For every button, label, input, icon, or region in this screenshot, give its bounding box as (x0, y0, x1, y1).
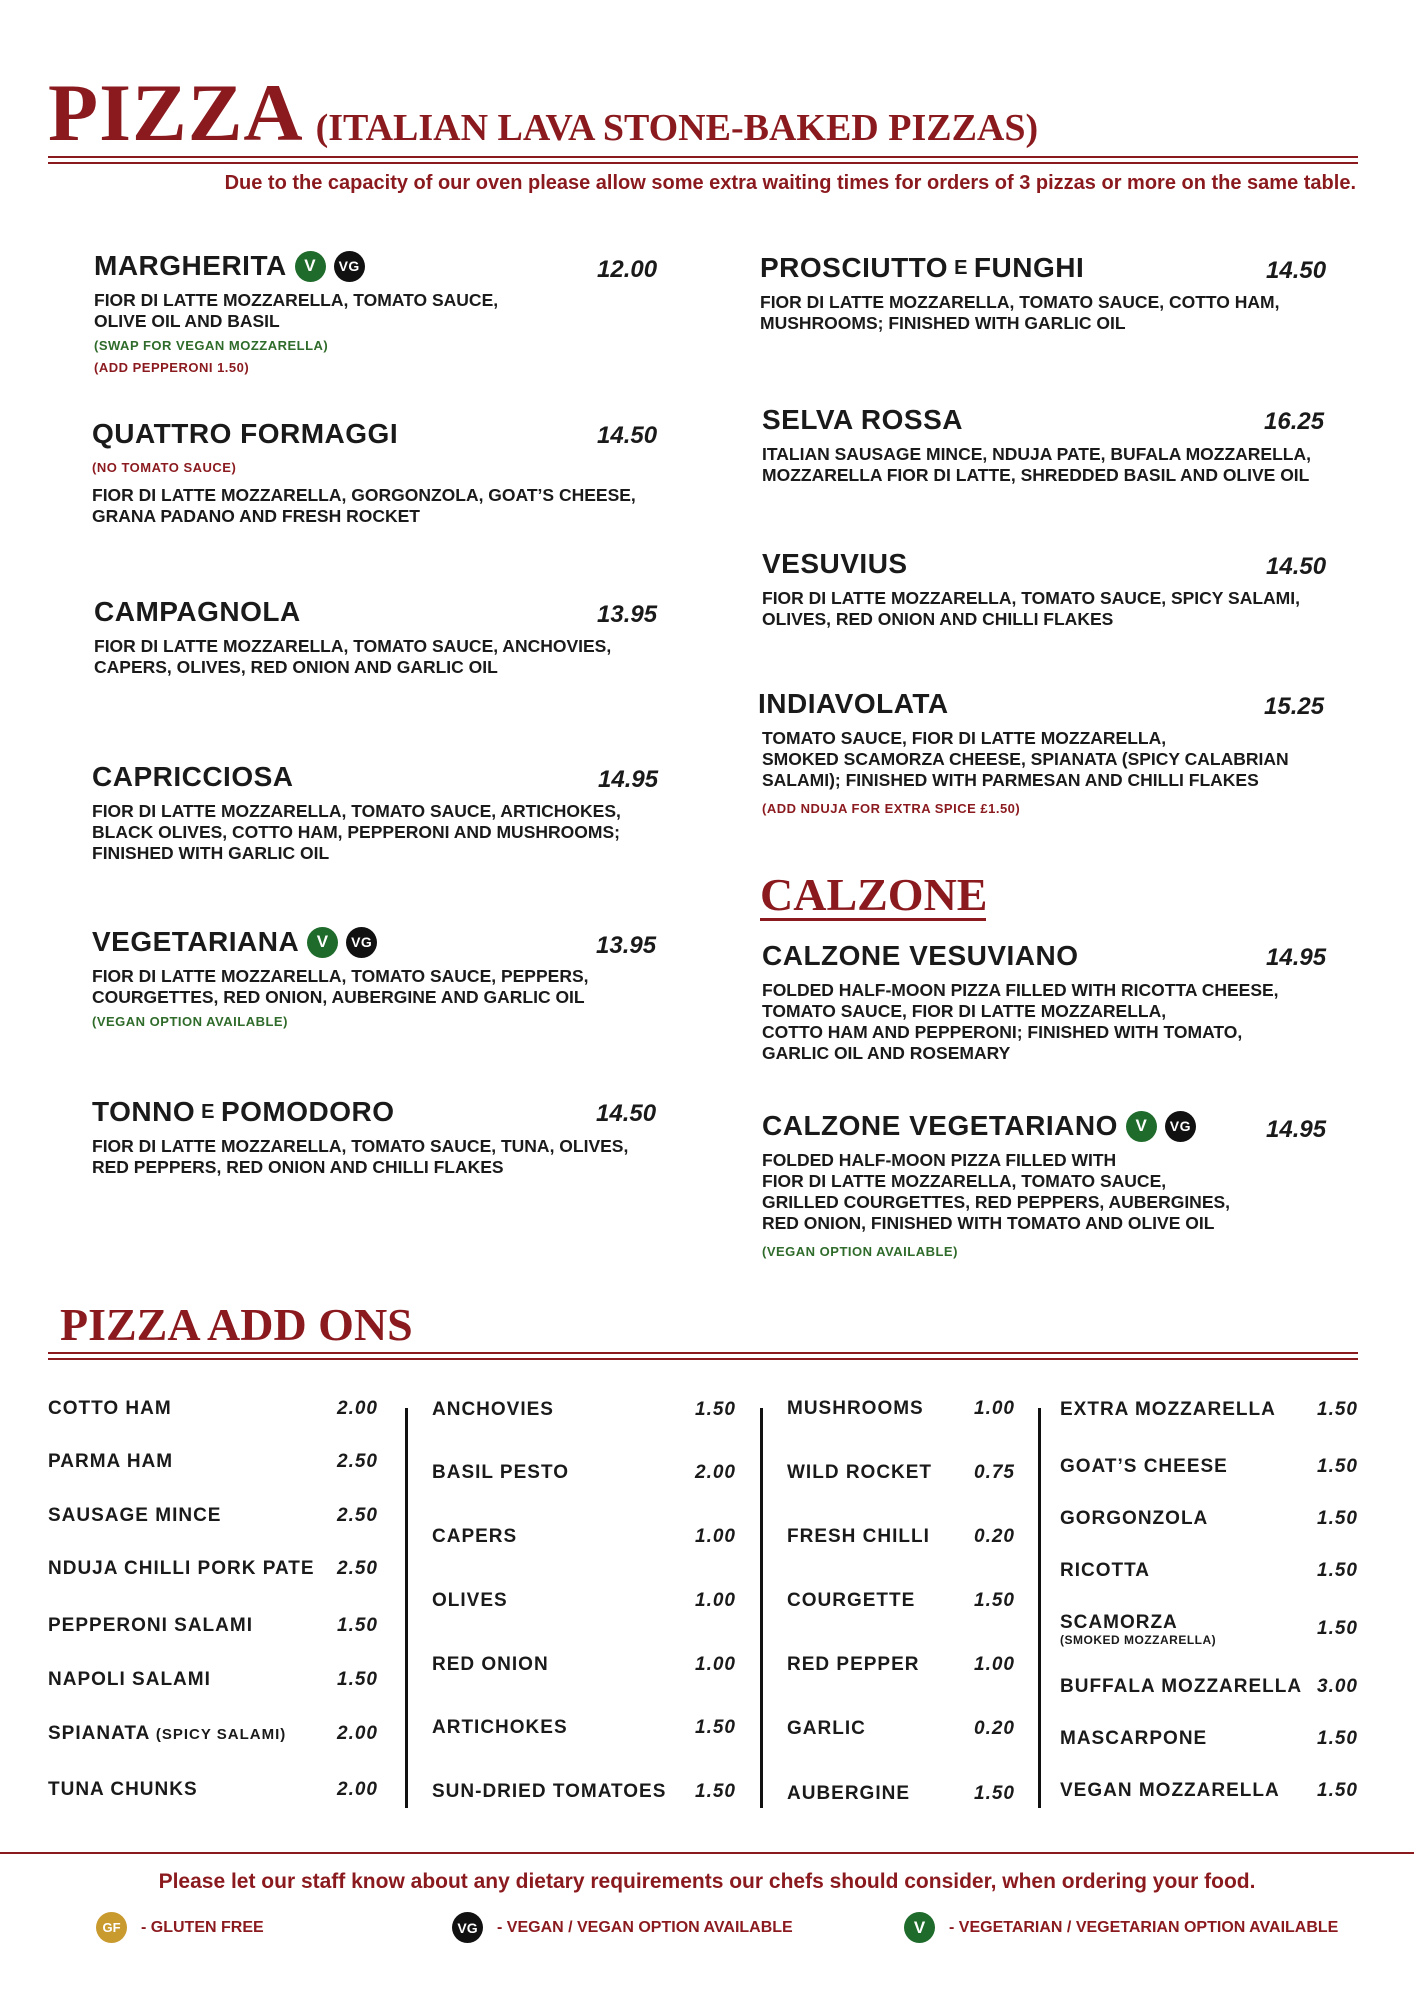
addon-item (48, 1669, 378, 1691)
addon-item (48, 1398, 378, 1420)
desc-line: FIOR DI LATTE MOZZARELLA, TOMATO SAUCE, TUNA, OLIVES, (92, 1136, 629, 1156)
item-name: CALZONE VEGETARIANO (762, 1110, 1118, 1141)
desc-line: FIOR DI LATTE MOZZARELLA, TOMATO SAUCE, ARTICHOKES, (92, 801, 621, 821)
addon-price: 0.75 (974, 1462, 1015, 1483)
addon-item (432, 1399, 736, 1421)
desc-line: OLIVE OIL AND BASIL (94, 311, 280, 331)
menu-item-campagnola (94, 596, 611, 678)
addon-name: BASIL PESTO (432, 1462, 569, 1483)
addon-item (787, 1398, 1015, 1420)
item-description (762, 980, 1279, 1064)
addon-item (1060, 1508, 1358, 1530)
addon-price: 1.50 (337, 1615, 378, 1636)
item-name-part: PROSCIUTTO (760, 252, 949, 283)
addon-item (1060, 1780, 1358, 1802)
item-description (94, 636, 611, 678)
addon-price: 2.50 (337, 1558, 378, 1579)
item-price: 14.50 (1266, 553, 1327, 580)
item-name: SELVA ROSSA (762, 404, 964, 435)
desc-line: FOLDED HALF-MOON PIZZA FILLED WITH RICOTTA CHEESE, (762, 980, 1279, 1000)
item-price: 14.95 (1266, 944, 1327, 971)
item-name-part: FUNGHI (973, 252, 1085, 283)
item-price: 13.95 (596, 932, 657, 959)
addon-price: 1.50 (1317, 1780, 1358, 1801)
addon-name: WILD ROCKET (787, 1462, 933, 1483)
item-name-part: POMODORO (220, 1096, 395, 1127)
addon-price: 1.00 (695, 1590, 736, 1611)
addons-column-divider (760, 1408, 763, 1808)
addon-price: 1.00 (695, 1526, 736, 1547)
addon-price: 1.50 (1317, 1399, 1358, 1420)
addon-name: PARMA HAM (48, 1451, 174, 1472)
addon-item (1060, 1399, 1358, 1421)
desc-line: FIOR DI LATTE MOZZARELLA, TOMATO SAUCE, (94, 290, 499, 310)
item-name-part: E (201, 1100, 215, 1123)
addon-price: 2.00 (695, 1462, 736, 1483)
menu-item-capricciosa (92, 761, 621, 864)
menu-item-calzone-vesuviano (762, 940, 1279, 1064)
oven-capacity-note: Due to the capacity of our oven please allow some extra waiting times for orders of 3 pizzas or more on the same table. (224, 172, 1356, 194)
addons-column-divider (1038, 1408, 1041, 1808)
addon-price: 1.50 (1317, 1508, 1358, 1529)
item-price: 15.25 (1264, 693, 1325, 720)
item-price: 14.50 (596, 1100, 657, 1127)
addons-column-divider (405, 1408, 408, 1808)
item-price: 16.25 (1264, 408, 1325, 435)
item-name-part: TONNO (92, 1096, 196, 1127)
item-description (92, 801, 621, 864)
item-price: 14.50 (1266, 257, 1327, 284)
addon-item (48, 1558, 378, 1580)
item-price: 14.95 (598, 766, 659, 793)
addon-item (432, 1590, 736, 1612)
addon-item (48, 1505, 378, 1527)
addon-item (432, 1717, 736, 1739)
addon-price: 2.00 (337, 1723, 378, 1744)
legend-text: - GLUTEN FREE (141, 1918, 264, 1936)
addon-price: 0.20 (974, 1526, 1015, 1547)
item-description (760, 292, 1279, 334)
addon-price: 1.50 (1317, 1618, 1358, 1639)
menu-item-calzone-vegetariano (762, 1110, 1230, 1259)
addon-name: ARTICHOKES (432, 1717, 568, 1738)
addon-name: MUSHROOMS (787, 1398, 924, 1419)
item-price: 14.50 (597, 422, 658, 449)
vegan-option-note: (VEGAN OPTION AVAILABLE) (92, 1014, 288, 1029)
desc-line: MUSHROOMS; FINISHED WITH GARLIC OIL (760, 313, 1126, 333)
addon-item (48, 1451, 378, 1473)
item-name: VESUVIUS (762, 548, 908, 579)
addon-name: COTTO HAM (48, 1398, 172, 1419)
menu-item-selva-rossa (762, 404, 1311, 486)
vegan-badge-icon: VG (452, 1912, 483, 1943)
desc-line: FIOR DI LATTE MOZZARELLA, TOMATO SAUCE, SPICY SALAMI, (762, 588, 1300, 608)
menu-item-quattro-formaggi (92, 418, 636, 527)
item-price: 12.00 (597, 256, 658, 283)
addon-name: NAPOLI SALAMI (48, 1669, 211, 1690)
addon-price: 1.50 (337, 1669, 378, 1690)
calzone-section-title: CALZONE (760, 869, 988, 920)
item-description (762, 444, 1311, 486)
menu-item-vesuvius (762, 548, 1300, 630)
vegan-swap-note: (SWAP FOR VEGAN MOZZARELLA) (94, 338, 329, 353)
addon-name: VEGAN MOZZARELLA (1060, 1780, 1280, 1801)
item-description (92, 966, 589, 1008)
addon-item (1060, 1728, 1358, 1750)
desc-line: FIOR DI LATTE MOZZARELLA, TOMATO SAUCE, PEPPERS, (92, 966, 589, 986)
desc-line: FIOR DI LATTE MOZZARELLA, TOMATO SAUCE, (762, 1171, 1167, 1191)
desc-line: COURGETTES, RED ONION, AUBERGINE AND GARLIC OIL (92, 987, 585, 1007)
addon-name: SUN-DRIED TOMATOES (432, 1781, 667, 1802)
addon-price: 1.00 (695, 1654, 736, 1675)
addon-item (48, 1615, 378, 1637)
vegetarian-badge-icon: V (295, 251, 326, 282)
addon-price: 1.00 (974, 1398, 1015, 1419)
menu-item-vegetariana (92, 926, 589, 1029)
item-name: CAMPAGNOLA (94, 596, 301, 627)
addon-name: AUBERGINE (787, 1783, 911, 1804)
page-title (48, 66, 1038, 160)
addon-name: SCAMORZA (1060, 1612, 1178, 1633)
addon-item (1060, 1456, 1358, 1478)
title-main: PIZZA (48, 67, 304, 158)
add-nduja-note: (ADD NDUJA FOR EXTRA SPICE £1.50) (762, 801, 1021, 816)
addon-item (432, 1526, 736, 1548)
addon-name: GORGONZOLA (1060, 1508, 1209, 1529)
addon-item (787, 1590, 1015, 1612)
desc-line: SMOKED SCAMORZA CHEESE, SPIANATA (SPICY CALABRIAN (762, 749, 1289, 769)
no-tomato-note: (NO TOMATO SAUCE) (92, 460, 237, 475)
addon-item (48, 1723, 378, 1745)
addon-name: RED PEPPER (787, 1654, 920, 1675)
addon-name: COURGETTE (787, 1590, 916, 1611)
addon-name: ANCHOVIES (432, 1399, 554, 1420)
desc-line: OLIVES, RED ONION AND CHILLI FLAKES (762, 609, 1114, 629)
addons-section-title: PIZZA ADD ONS (60, 1299, 413, 1350)
addon-price: 2.50 (337, 1451, 378, 1472)
addon-name: TUNA CHUNKS (48, 1779, 198, 1800)
addon-item (432, 1781, 736, 1803)
item-description (94, 290, 498, 332)
desc-line: FINISHED WITH GARLIC OIL (92, 843, 330, 863)
addon-price: 1.50 (695, 1399, 736, 1420)
desc-line: GARLIC OIL AND ROSEMARY (762, 1043, 1011, 1063)
addon-name: RED ONION (432, 1654, 549, 1675)
addon-price: 1.50 (1317, 1560, 1358, 1581)
item-description (762, 728, 1289, 791)
addon-item (787, 1783, 1015, 1805)
footer-divider (0, 1852, 1414, 1854)
addon-item (1060, 1560, 1358, 1582)
desc-line: SALAMI); FINISHED WITH PARMESAN AND CHILLI FLAKES (762, 770, 1259, 790)
item-price: 13.95 (597, 601, 658, 628)
add-pepperoni-note: (ADD PEPPERONI 1.50) (94, 360, 250, 375)
item-name: CAPRICCIOSA (92, 761, 294, 792)
menu-item-margherita (94, 250, 498, 375)
desc-line: MOZZARELLA FIOR DI LATTE, SHREDDED BASIL AND OLIVE OIL (762, 465, 1310, 485)
desc-line: CAPERS, OLIVES, RED ONION AND GARLIC OIL (94, 657, 498, 677)
addon-name: EXTRA MOZZARELLA (1060, 1399, 1276, 1420)
menu-item-indiavolata (758, 688, 1289, 816)
item-name: QUATTRO FORMAGGI (92, 418, 399, 449)
desc-line: RED PEPPERS, RED ONION AND CHILLI FLAKES (92, 1157, 504, 1177)
addon-subnote: (SMOKED MOZZARELLA) (1060, 1633, 1217, 1647)
addons-rule-top (48, 1352, 1358, 1354)
vegetarian-badge-icon: V (1126, 1111, 1157, 1142)
addon-name: MASCARPONE (1060, 1728, 1208, 1749)
addon-subnote: (SPICY SALAMI) (155, 1726, 287, 1743)
addon-item (1060, 1612, 1358, 1646)
legend-vegan (452, 1912, 793, 1943)
addon-price: 1.50 (695, 1717, 736, 1738)
addon-name: SAUSAGE MINCE (48, 1505, 222, 1526)
addon-price: 1.50 (974, 1590, 1015, 1611)
addon-item (787, 1462, 1015, 1484)
addon-name: FRESH CHILLI (787, 1526, 930, 1547)
addon-item (787, 1718, 1015, 1740)
item-description (762, 588, 1300, 630)
vegan-badge-icon: VG (334, 251, 365, 282)
addon-item (432, 1462, 736, 1484)
legend-text: - VEGAN / VEGAN OPTION AVAILABLE (497, 1918, 793, 1936)
addon-price: 1.50 (695, 1781, 736, 1802)
desc-line: BLACK OLIVES, COTTO HAM, PEPPERONI AND MUSHROOMS; (92, 822, 620, 842)
item-name: VEGETARIANA (92, 926, 300, 957)
vegan-badge-icon: VG (1165, 1111, 1196, 1142)
item-description (762, 1150, 1230, 1234)
addon-name: GOAT’S CHEESE (1060, 1456, 1228, 1477)
addon-item (1060, 1676, 1358, 1698)
addon-price: 0.20 (974, 1718, 1015, 1739)
item-price: 14.95 (1266, 1116, 1327, 1143)
desc-line: FIOR DI LATTE MOZZARELLA, GORGONZOLA, GOAT’S CHEESE, (92, 485, 636, 505)
desc-line: TOMATO SAUCE, FIOR DI LATTE MOZZARELLA, (762, 728, 1167, 748)
title-subtitle: (ITALIAN LAVA STONE-BAKED PIZZAS) (315, 107, 1039, 149)
item-description (92, 1136, 628, 1178)
item-name: CALZONE VESUVIANO (762, 940, 1079, 971)
header-rule-top (48, 156, 1358, 158)
addon-item (787, 1526, 1015, 1548)
desc-line: TOMATO SAUCE, FIOR DI LATTE MOZZARELLA, (762, 1001, 1167, 1021)
addon-name: CAPERS (432, 1526, 518, 1547)
vegetarian-badge-icon: V (307, 927, 338, 958)
menu-item-tonno-e-pomodoro (92, 1096, 628, 1178)
addon-price: 1.50 (1317, 1456, 1358, 1477)
desc-line: GRANA PADANO AND FRESH ROCKET (92, 506, 420, 526)
header-rule-bottom (48, 162, 1358, 164)
addon-price: 1.50 (974, 1783, 1015, 1804)
calzone-title-underline (760, 918, 986, 921)
desc-line: GRILLED COURGETTES, RED PEPPERS, AUBERGINES, (762, 1192, 1231, 1212)
addon-price: 1.00 (974, 1654, 1015, 1675)
desc-line: RED ONION, FINISHED WITH TOMATO AND OLIVE OIL (762, 1213, 1215, 1233)
item-name-part: E (954, 256, 968, 279)
gluten-free-badge-icon: GF (96, 1912, 127, 1943)
addon-name: NDUJA CHILLI PORK PATE (48, 1558, 315, 1579)
item-name: MARGHERITA (94, 250, 287, 281)
addon-price: 3.00 (1317, 1676, 1358, 1697)
desc-line: COTTO HAM AND PEPPERONI; FINISHED WITH TOMATO, (762, 1022, 1243, 1042)
vegan-option-note: (VEGAN OPTION AVAILABLE) (762, 1244, 958, 1259)
addon-price: 1.50 (1317, 1728, 1358, 1749)
addon-name: RICOTTA (1060, 1560, 1151, 1581)
addon-price: 2.00 (337, 1779, 378, 1800)
addon-name: PEPPERONI SALAMI (48, 1615, 253, 1636)
vegetarian-badge-icon: V (904, 1912, 935, 1943)
legend-gluten-free (96, 1912, 264, 1943)
menu-item-prosciutto-e-funghi (760, 252, 1279, 334)
desc-line: FIOR DI LATTE MOZZARELLA, TOMATO SAUCE, COTTO HAM, (760, 292, 1280, 312)
addon-name: SPIANATA (48, 1723, 150, 1744)
item-name: INDIAVOLATA (758, 688, 949, 719)
desc-line: ITALIAN SAUSAGE MINCE, NDUJA PATE, BUFALA MOZZARELLA, (762, 444, 1311, 464)
addon-item (432, 1654, 736, 1676)
vegan-badge-icon: VG (346, 927, 377, 958)
addon-price: 2.00 (337, 1398, 378, 1419)
item-description (92, 485, 636, 527)
addons-rule-bottom (48, 1358, 1358, 1360)
addon-item (787, 1654, 1015, 1676)
addon-price: 2.50 (337, 1505, 378, 1526)
legend-text: - VEGETARIAN / VEGETARIAN OPTION AVAILABLE (949, 1918, 1339, 1936)
desc-line: FIOR DI LATTE MOZZARELLA, TOMATO SAUCE, ANCHOVIES, (94, 636, 612, 656)
desc-line: FOLDED HALF-MOON PIZZA FILLED WITH (762, 1150, 1117, 1170)
addon-name: GARLIC (787, 1718, 866, 1739)
addon-item (48, 1779, 378, 1801)
dietary-requirements-note: Please let our staff know about any dietary requirements our chefs should consider, when ordering your food. (158, 1870, 1256, 1893)
addon-name: OLIVES (432, 1590, 508, 1611)
addon-name: BUFFALA MOZZARELLA (1060, 1676, 1303, 1697)
legend-vegetarian (904, 1912, 1338, 1943)
